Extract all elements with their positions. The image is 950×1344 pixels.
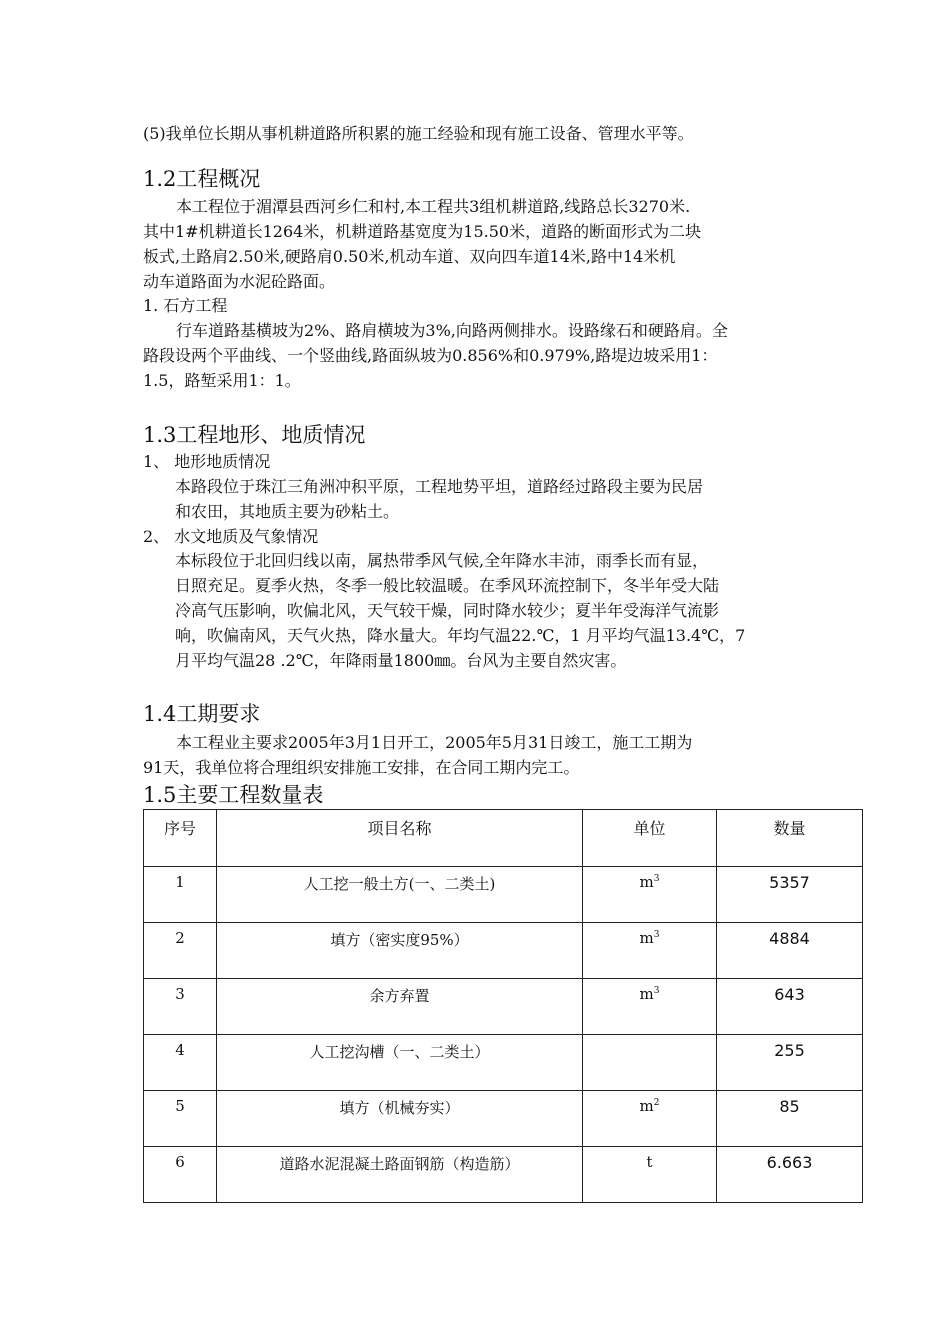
cell-name: 填方（机械夯实） [217, 1091, 583, 1147]
cell-unit: $m^3$ [583, 867, 717, 923]
quantity-table [143, 809, 863, 1203]
header-cell-unit: 单位 [583, 810, 717, 867]
paragraph-line: 本工程业主要求2005年3月1日开工，2005年5月31日竣工，施工工期为 [176, 733, 693, 752]
cell-unit: t [583, 1147, 717, 1203]
section-number: 1.5 [143, 783, 177, 807]
paragraph-line: 月平均气温28 .2℃，年降雨量1800㎜。台风为主要自然灾害。 [175, 651, 627, 670]
table-header-row [144, 810, 863, 867]
paragraph-line: 和农田，其地质主要为砂粘土。 [175, 502, 400, 521]
table-row [144, 1091, 863, 1147]
cell-unit [583, 1035, 717, 1091]
cell-no: 4 [144, 1035, 217, 1091]
cell-no: 2 [144, 923, 217, 979]
paragraph-line: 1.5，路堑采用1：1。 [143, 371, 301, 390]
header-cell-name: 项目名称 [217, 810, 583, 867]
cell-name: 填方（密实度95%） [217, 923, 583, 979]
subsection-title: 1. 石方工程 [143, 296, 228, 315]
cell-qty: 255 [717, 1035, 863, 1091]
section-1-3-heading [143, 421, 365, 449]
paragraph-line: 动车道路面为水泥砼路面。 [143, 272, 336, 291]
paragraph-line: 冷高气压影响，吹偏北风，天气较干燥，同时降水较少；夏半年受海洋气流影 [175, 601, 720, 620]
cell-no: 6 [144, 1147, 217, 1203]
paragraph-line: 路段设两个平曲线、一个竖曲线,路面纵坡为0.856%和0.979%,路堤边坡采用1： [143, 346, 718, 365]
table-row [144, 923, 863, 979]
header-cell-no: 序号 [144, 810, 217, 867]
subsection-title: 1、 地形地质情况 [143, 452, 271, 471]
cell-name: 人工挖沟槽（一、二类土） [217, 1035, 583, 1091]
section-title: 主要工程数量表 [176, 783, 324, 807]
section-number: 1.3 [143, 423, 177, 447]
table-row [144, 979, 863, 1035]
cell-name: 人工挖一般土方(一、二类土) [217, 867, 583, 923]
cell-qty: 5357 [717, 867, 863, 923]
subsection-title: 2、 水文地质及气象情况 [143, 527, 319, 546]
paragraph-line: 91天，我单位将合理组织安排施工安排，在合同工期内完工。 [143, 758, 580, 777]
section-1-5-heading [143, 781, 323, 809]
cell-unit: $m^3$ [583, 923, 717, 979]
paragraph-line: 行车道路基横坡为2%、路肩横坡为3%,向路两侧排水。设路缘石和硬路肩。全 [176, 321, 728, 340]
paragraph-line: 本路段位于珠江三角洲冲积平原，工程地势平坦，道路经过路段主要为民居 [175, 477, 704, 496]
cell-unit: $m^3$ [583, 979, 717, 1035]
cell-no: 5 [144, 1091, 217, 1147]
intro-line: (5)我单位长期从事机耕道路所积累的施工经验和现有施工设备、管理水平等。 [143, 124, 694, 143]
paragraph-line: 本工程位于湄潭县西河乡仁和村,本工程共3组机耕道路,线路总长3270米. [176, 197, 691, 216]
cell-qty: 85 [717, 1091, 863, 1147]
section-number: 1.2 [143, 167, 177, 191]
section-number: 1.4 [143, 702, 177, 726]
section-title: 工程地形、地质情况 [176, 423, 366, 447]
cell-name: 道路水泥混凝土路面钢筋（构造筋） [217, 1147, 583, 1203]
section-1-2-heading [143, 165, 260, 193]
table-row [144, 1035, 863, 1091]
table-row [144, 1147, 863, 1203]
paragraph-line: 其中1#机耕道长1264米，机耕道路基宽度为15.50米，道路的断面形式为二块 [143, 222, 702, 241]
cell-no: 1 [144, 867, 217, 923]
cell-qty: 6.663 [717, 1147, 863, 1203]
cell-name: 余方弃置 [217, 979, 583, 1035]
cell-qty: 4884 [717, 923, 863, 979]
section-title: 工期要求 [176, 702, 261, 726]
section-1-4-heading [143, 700, 260, 728]
paragraph-line: 板式,土路肩2.50米,硬路肩0.50米,机动车道、双向四车道14米,路中14米机 [143, 247, 676, 266]
cell-qty: 643 [717, 979, 863, 1035]
section-title: 工程概况 [176, 167, 261, 191]
paragraph-line: 本标段位于北回归线以南，属热带季风气候,全年降水丰沛，雨季长而有显， [175, 551, 709, 570]
cell-no: 3 [144, 979, 217, 1035]
paragraph-line: 日照充足。夏季火热，冬季一般比较温暖。在季风环流控制下，冬半年受大陆 [175, 576, 720, 595]
paragraph-line: 响，吹偏南风，天气火热，降水量大。年均气温22.℃，1 月平均气温13.4℃，7 [175, 626, 746, 645]
table-row [144, 867, 863, 923]
header-cell-qty: 数量 [717, 810, 863, 867]
cell-unit: $m^2$ [583, 1091, 717, 1147]
